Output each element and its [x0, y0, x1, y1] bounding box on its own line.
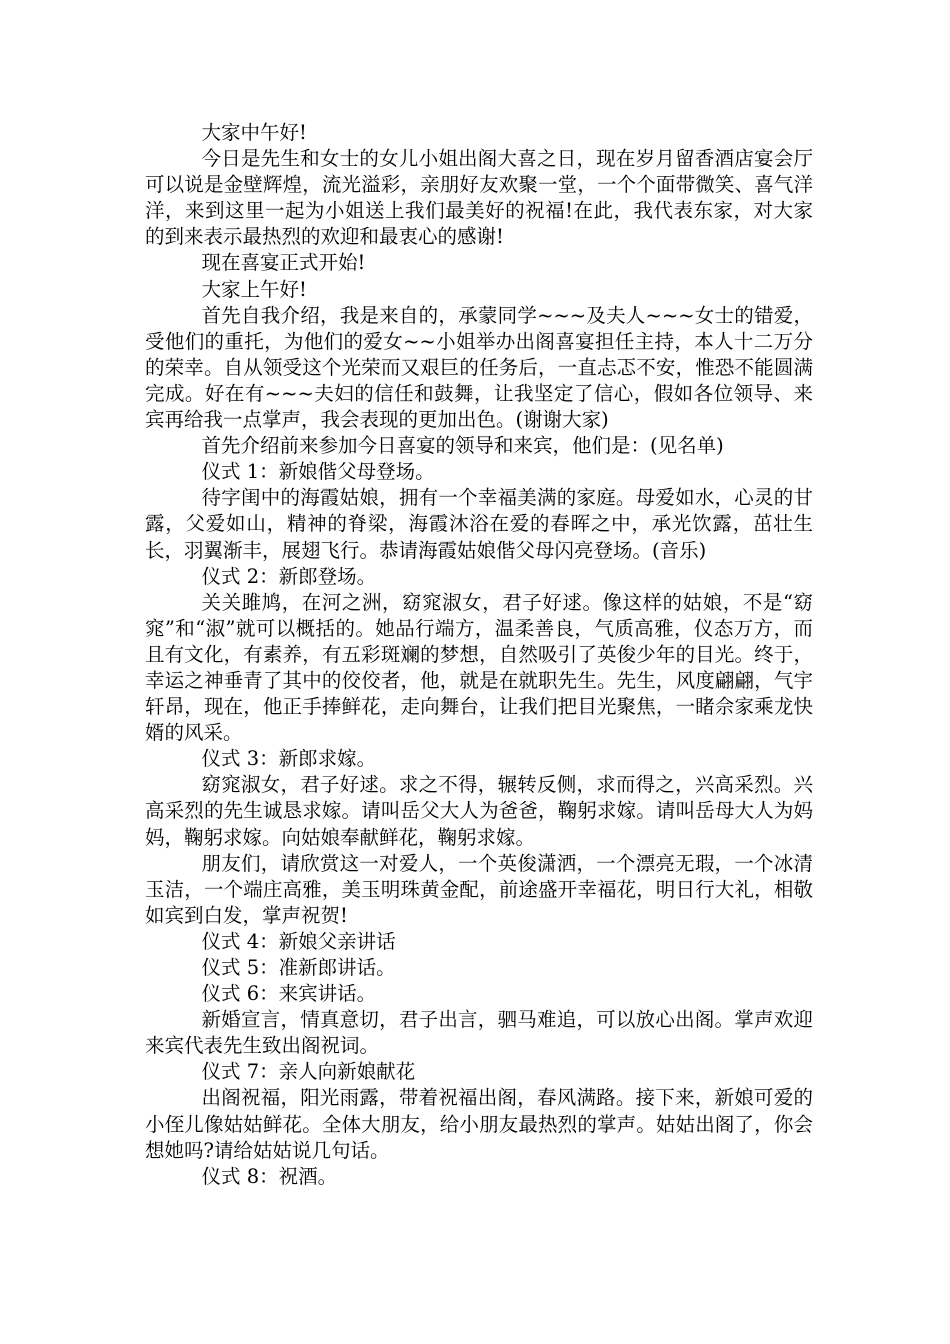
opening-paragraph: 今日是先生和女士的女儿小姐出阁大喜之日，现在岁月留香酒店宴会厅可以说是金壁辉煌，流光溢彩，亲朋好友欢聚一堂，一个个面带微笑、喜气洋洋，来到这里一起为小姐送上我们最美好的祝福!在此，我代表东家，对大家的到来表示最热烈的欢迎和最衷心的感谢! [145, 147, 813, 249]
ceremony-3-title: 仪式 3：新郎求嫁。 [201, 747, 377, 771]
ceremony-6-title: 仪式 6：来宾讲话。 [201, 982, 377, 1006]
ceremony-6-text: 新婚宣言，情真意切，君子出言，驷马难追，可以放心出阁。掌声欢迎来宾代表先生致出阁祝词。 [145, 1008, 813, 1058]
ceremony-7-title: 仪式 7：亲人向新娘献花 [201, 1060, 416, 1084]
host-introduction: 首先自我介绍，我是来自的，承蒙同学~~~及夫人~~~女士的错爱，受他们的重托，为他们的爱女~~小姐举办出阁喜宴担任主持，本人十二万分的荣幸。自从领受这个光荣而又艰巨的任务后，一直忐忑不安，惟恐不能圆满完成。好在有~~~夫妇的信任和鼓舞，让我坚定了信心，假如各位领导、来宾再给我一点掌声，我会表现的更加出色。(谢谢大家) [145, 303, 813, 432]
ceremony-1-text: 待字闺中的海霞姑娘，拥有一个幸福美满的家庭。母爱如水，心灵的甘露，父爱如山，精神的脊梁，海霞沐浴在爱的春晖之中，承光饮露，茁壮生长，羽翼渐丰，展翅飞行。恭请海霞姑娘偕父母闪亮登场。(音乐) [145, 486, 813, 562]
ceremony-4-title: 仪式 4：新娘父亲讲话 [201, 929, 396, 953]
ceremony-2-text: 关关雎鸠，在河之洲，窈窕淑女，君子好逑。像这样的姑娘，不是“窈窕”和“淑”就可以概括的。她品行端方，温柔善良，气质高雅，仪态万方，而且有文化，有素养，有五彩斑斓的梦想，自然吸引了英俊少年的目光。终于，幸运之神垂青了其中的佼佼者，他，就是在就职先生。先生，风度翩翩，气宇轩昂，现在，他正手捧鲜花，走向舞台，让我们把目光聚焦，一睹佘家乘龙快婿的风采。 [145, 590, 813, 745]
ceremony-3-text: 窈窕淑女，君子好逑。求之不得，辗转反侧，求而得之，兴高采烈。兴高采烈的先生诚恳求嫁。请叫岳父大人为爸爸，鞠躬求嫁。请叫岳母大人为妈妈，鞠躬求嫁。向姑娘奉献鲜花，鞠躬求嫁。 [145, 773, 813, 849]
greeting-morning: 大家上午好! [201, 277, 307, 301]
document-page [145, 120, 813, 1190]
guest-introduction: 首先介绍前来参加今日喜宴的领导和来宾，他们是：(见名单) [201, 434, 724, 458]
friends-paragraph: 朋友们，请欣赏这一对爱人，一个英俊潇洒，一个漂亮无瑕，一个冰清玉洁，一个端庄高雅，美玉明珠黄金配，前途盛开幸福花，明日行大礼，相敬如宾到白发，掌声祝贺! [145, 851, 813, 927]
ceremony-7-text: 出阁祝福，阳光雨露，带着祝福出阁，春风满路。接下来，新娘可爱的小侄儿像姑姑鲜花。全体大朋友，给小朋友最热烈的掌声。姑姑出阁了，你会想她吗?请给姑姑说几句话。 [145, 1086, 813, 1162]
ceremony-2-title: 仪式 2：新郎登场。 [201, 564, 377, 588]
ceremony-5-title: 仪式 5：准新郎讲话。 [201, 956, 396, 979]
banquet-start: 现在喜宴正式开始! [201, 251, 366, 275]
greeting-noon: 大家中午好! [201, 121, 307, 144]
ceremony-1-title: 仪式 1：新娘偕父母登场。 [201, 460, 435, 484]
ceremony-8-title: 仪式 8：祝酒。 [201, 1164, 338, 1188]
